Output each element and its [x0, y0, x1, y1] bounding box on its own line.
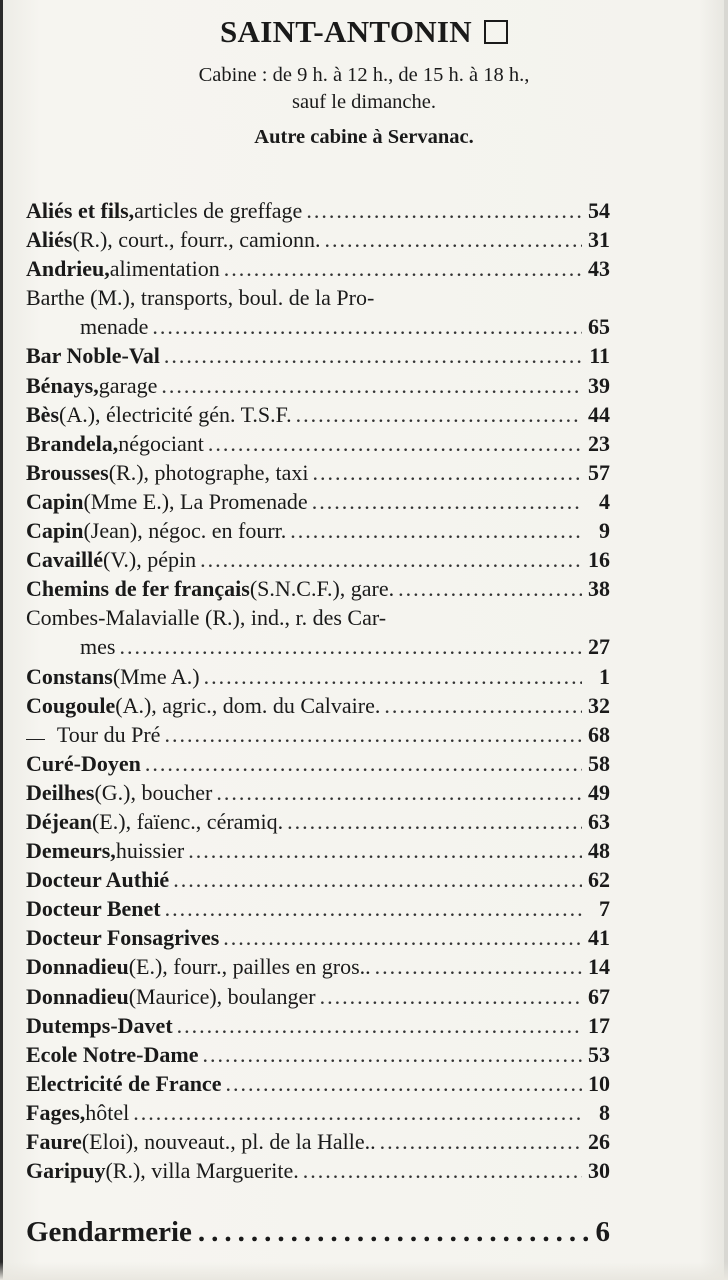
leader-dots [145, 749, 582, 778]
entry-number: 43 [588, 256, 610, 282]
list-item [26, 923, 610, 952]
entry-number: 44 [588, 401, 610, 427]
entry-name: Capin [26, 488, 84, 514]
entry-number: 7 [599, 896, 610, 922]
entry-number: 58 [588, 750, 610, 776]
entry-description: (S.N.C.F.), gare. [249, 576, 395, 602]
entry-number: 6 [595, 1216, 610, 1248]
leader-dots [223, 923, 582, 952]
entry-number: 48 [588, 838, 610, 864]
square-box-icon [484, 20, 508, 44]
list-item [26, 1040, 610, 1069]
list-item-continuation [26, 632, 610, 661]
entry-name: Barthe [26, 285, 85, 311]
entry-number: 49 [588, 779, 610, 805]
entry-number: 27 [588, 634, 610, 660]
list-item [26, 865, 610, 894]
list-item [26, 1098, 610, 1127]
entry-name: Capin [26, 518, 84, 544]
entry-description: hôtel [85, 1099, 130, 1125]
list-item [26, 371, 610, 400]
leader-dots [208, 429, 582, 458]
entry-number: 68 [588, 721, 610, 747]
ditto-dash [26, 739, 45, 740]
leader-dots [325, 225, 582, 254]
entry-name: Docteur Fonsagrives [26, 925, 220, 951]
town-name: SAINT-ANTONIN [220, 14, 472, 49]
entry-number: 4 [599, 488, 610, 514]
leader-dots [204, 662, 582, 691]
list-item [26, 1011, 610, 1040]
page-edge [724, 0, 728, 1280]
entry-number: 9 [599, 518, 610, 544]
leader-dots [164, 341, 582, 370]
entry-description: négociant [118, 430, 204, 456]
entry-description: (A.), agric., dom. du Calvaire. [115, 692, 381, 718]
entry-number: 14 [588, 954, 610, 980]
entry-number: 63 [588, 808, 610, 834]
list-item [26, 691, 610, 720]
entry-name: Docteur Authié [26, 867, 170, 893]
entry-name: Curé-Doyen [26, 750, 141, 776]
entry-description: huissier [115, 838, 185, 864]
leader-dots [290, 516, 582, 545]
entry-description: (R.), photographe, taxi [108, 459, 309, 485]
town-title [220, 10, 508, 54]
entry-description: (E.), faïenc., céramiq. [91, 808, 284, 834]
list-item [26, 894, 610, 923]
leader-dots [303, 1156, 582, 1185]
leader-dots [198, 1214, 590, 1250]
list-item [26, 429, 610, 458]
leader-dots [202, 1040, 582, 1069]
leader-dots [161, 371, 582, 400]
entry-name: Bénays, [26, 372, 99, 398]
list-item [26, 749, 610, 778]
entry-number: 32 [588, 692, 610, 718]
entry-name: Andrieu, [26, 256, 110, 282]
entry-description: (Mme E.), La Promenade [83, 488, 308, 514]
list-item [26, 487, 610, 516]
entry-name: Aliés et fils, [26, 198, 135, 223]
entry-description: (Jean), négoc. en fourr. [83, 518, 287, 544]
list-item [26, 1069, 610, 1098]
leader-dots [188, 836, 582, 865]
entry-number: 67 [588, 983, 610, 1009]
leader-dots [224, 254, 582, 283]
entry-name: Constans [26, 663, 113, 689]
leader-dots [216, 778, 582, 807]
leader-dots [152, 312, 582, 341]
leader-dots [225, 1069, 582, 1098]
entry-number: 41 [588, 925, 610, 951]
entry-description: (M.), transports, boul. de la Pro- [84, 285, 375, 311]
leader-dots [313, 458, 582, 487]
entry-continuation: menade [80, 314, 149, 340]
leader-dots [164, 720, 582, 749]
entry-continuation: mes [80, 634, 116, 660]
leader-dots [375, 952, 582, 981]
list-item [26, 574, 610, 603]
entry-name: Donnadieu [26, 983, 129, 1009]
entry-description: (R.), court., fourr., camionn. [72, 227, 321, 253]
leader-dots [296, 400, 582, 429]
entry-number: 17 [588, 1012, 610, 1038]
list-item [26, 1156, 610, 1185]
entry-number: 30 [588, 1158, 610, 1184]
entry-description: (Mme A.) [112, 663, 200, 689]
list-item [26, 225, 610, 254]
list-item [26, 283, 610, 312]
leader-dots [133, 1098, 582, 1127]
cabin-hours-line2: sauf le dimanche. [291, 91, 436, 113]
entry-name: Chemins de fer français [26, 576, 250, 602]
list-item-continuation [26, 312, 610, 341]
entry-name: Cavaillé [26, 547, 103, 573]
list-item [26, 1127, 610, 1156]
entry-number: 62 [588, 867, 610, 893]
entry-description: Tour du Pré [56, 721, 161, 747]
entry-name: Bar Noble-Val [26, 343, 160, 369]
directory-list [26, 196, 610, 1185]
left-margin-rule [0, 0, 3, 1280]
list-item [26, 196, 610, 225]
entry-name: Docteur Benet [26, 896, 161, 922]
page-bottom-shade [0, 1262, 728, 1280]
entry-number: 8 [599, 1099, 610, 1125]
list-item [26, 720, 610, 749]
leader-dots [165, 894, 582, 923]
list-item [26, 778, 610, 807]
entry-number: 31 [588, 227, 610, 253]
entry-name: Garipuy [26, 1158, 106, 1184]
entry-name: Bès [26, 401, 59, 427]
entry-name: Demeurs, [26, 838, 116, 864]
entry-description: (G.), boucher [94, 779, 213, 805]
entry-description: (R.), ind., r. des Car- [199, 605, 387, 631]
list-item [26, 952, 610, 981]
cabin-hours-line1: Cabine : de 9 h. à 12 h., de 15 h. à 18 h., [198, 64, 530, 86]
entry-name: Faure [26, 1129, 82, 1154]
entry-description: (E.), fourr., pailles en gros.. [128, 954, 371, 980]
entry-name: Brousses [26, 459, 109, 485]
list-item [26, 836, 610, 865]
entry-description: garage [98, 372, 158, 398]
entry-description: (Maurice), boulanger [128, 983, 316, 1009]
entry-description: (Eloi), nouveaut., pl. de la Halle.. [81, 1129, 376, 1154]
list-item [26, 807, 610, 836]
leader-dots [312, 487, 582, 516]
list-item [26, 662, 610, 691]
entry-name: Brandela, [26, 430, 119, 456]
entry-description: alimentation [109, 256, 220, 282]
entry-number: 65 [588, 314, 610, 340]
leader-dots [119, 632, 582, 661]
entry-number: 54 [588, 198, 610, 223]
entry-number: 23 [588, 430, 610, 456]
entry-name: Déjean [26, 808, 92, 834]
entry-number: 57 [588, 459, 610, 485]
list-item [26, 458, 610, 487]
entry-description: articles de greffage [134, 198, 303, 223]
leader-dots [200, 545, 582, 574]
entry-name: Gendarmerie [26, 1216, 192, 1248]
entry-name: Ecole Notre-Dame [26, 1041, 199, 1067]
leader-dots [384, 691, 582, 720]
leader-dots [173, 865, 582, 894]
list-item [26, 545, 610, 574]
entry-description: (V.), pépin [103, 547, 197, 573]
list-item [26, 982, 610, 1011]
entry-name: Deilhes [26, 779, 95, 805]
entry-number: 16 [588, 547, 610, 573]
entry-number: 26 [588, 1129, 610, 1154]
entry-number: 10 [588, 1070, 610, 1096]
leader-dots [320, 982, 582, 1011]
entry-name: Dutemps-Davet [26, 1012, 173, 1038]
entry-number: 53 [588, 1041, 610, 1067]
entry-name: Combes-Malavialle [26, 605, 200, 631]
leader-dots [306, 196, 582, 225]
leader-dots [177, 1011, 582, 1040]
gendarmerie-entry [26, 1214, 610, 1250]
leader-dots [380, 1127, 582, 1156]
leader-dots [398, 574, 582, 603]
page-header [0, 10, 728, 152]
entry-name: Donnadieu [26, 954, 129, 980]
list-item [26, 254, 610, 283]
list-item [26, 603, 610, 632]
entry-name: Cougoule [26, 692, 116, 718]
entry-name: Aliés [26, 227, 73, 253]
leader-dots [287, 807, 582, 836]
entry-name: Electricité de France [26, 1070, 222, 1096]
entry-description: (R.), villa Marguerite. [105, 1158, 299, 1184]
entry-number: 11 [589, 343, 610, 369]
entry-number: 38 [588, 576, 610, 602]
entry-number: 1 [599, 663, 610, 689]
entry-description: (A.), électricité gén. T.S.F. [59, 401, 292, 427]
list-item [26, 341, 610, 370]
list-item [26, 516, 610, 545]
other-cabin-note: Autre cabine à Servanac. [254, 126, 474, 148]
entry-name: Fages, [26, 1099, 86, 1125]
entry-number: 39 [588, 372, 610, 398]
list-item [26, 400, 610, 429]
